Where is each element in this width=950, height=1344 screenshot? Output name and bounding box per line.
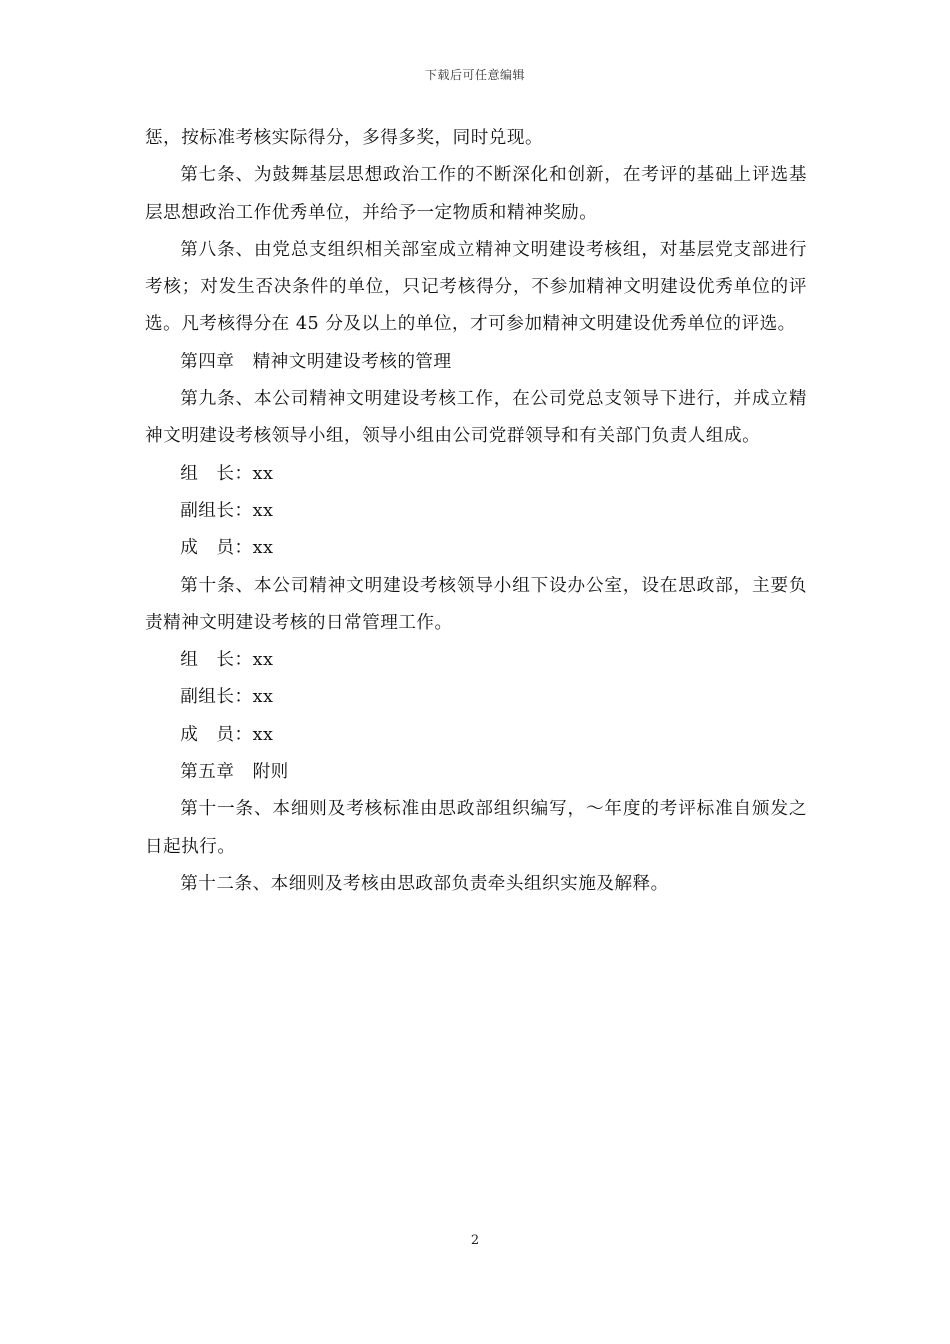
article-12: 第十二条、本细则及考核由思政部负责牵头组织实施及解释。 [180, 873, 669, 894]
chapter-5-heading: 第五章 附则 [180, 762, 289, 783]
leader-line: 组 长：xx [180, 463, 274, 484]
office-leader-line: 组 长：xx [180, 650, 274, 671]
article-11: 第十一条、本细则及考核标准由思政部组织编写，～年度的考评标准自颁发之日起执行。 [145, 799, 807, 857]
document-body [145, 120, 807, 903]
page-number: 2 [470, 1233, 480, 1248]
deputy-leader-line: 副组长：xx [180, 500, 274, 521]
page-header: 下载后可任意编辑 [424, 68, 525, 82]
article-7: 第七条、为鼓舞基层思想政治工作的不断深化和创新，在考评的基础上评选基层思想政治工作优秀单位，并给予一定物质和精神奖励。 [145, 165, 807, 223]
member-line: 成 员：xx [180, 538, 274, 559]
article-8: 第八条、由党总支组织相关部室成立精神文明建设考核组，对基层党支部进行考核；对发生否决条件的单位，只记考核得分，不参加精神文明建设优秀单位的评选。凡考核得分在 45 分及以上的单位，才可参加精神文明建设优秀单位的评选。 [145, 239, 807, 335]
paragraph-continuation: 惩，按标准考核实际得分，多得多奖，同时兑现。 [145, 128, 544, 148]
article-10: 第十条、本公司精神文明建设考核领导小组下设办公室，设在思政部，主要负责精神文明建设考核的日常管理工作。 [145, 575, 807, 633]
chapter-4-heading: 第四章 精神文明建设考核的管理 [180, 351, 452, 372]
office-member-line: 成 员：xx [180, 724, 274, 745]
article-9: 第九条、本公司精神文明建设考核工作，在公司党总支领导下进行，并成立精神文明建设考核领导小组，领导小组由公司党群领导和有关部门负责人组成。 [145, 389, 807, 447]
office-deputy-leader-line: 副组长：xx [180, 687, 274, 708]
